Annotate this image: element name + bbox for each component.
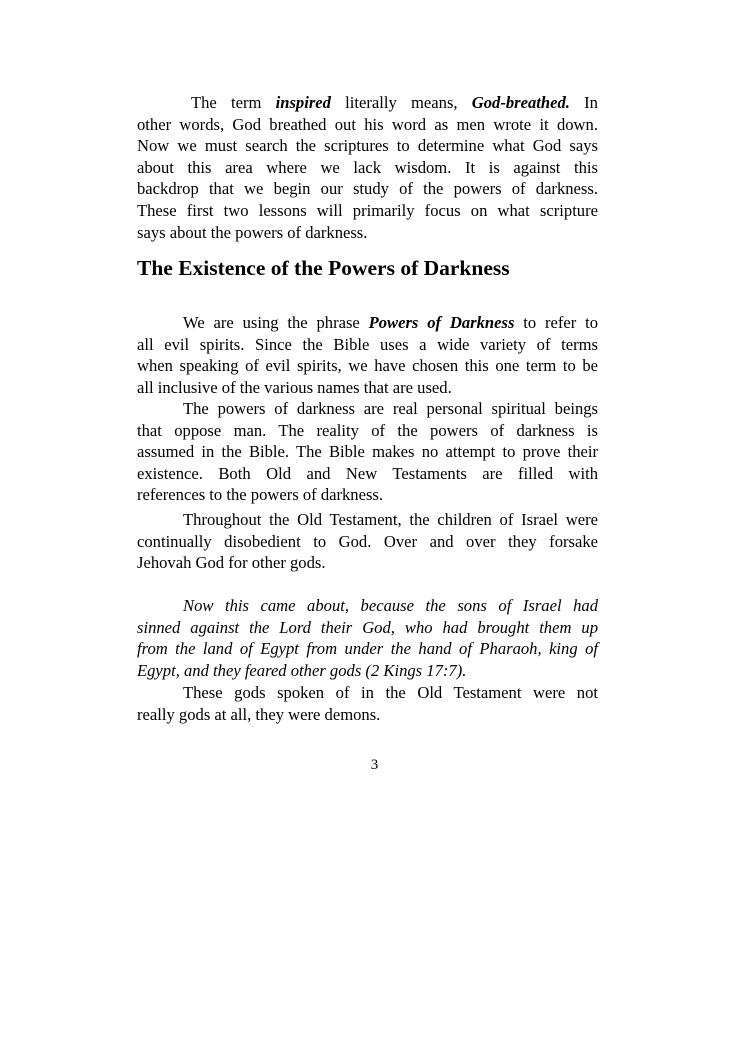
text-line xyxy=(137,157,598,179)
text-line xyxy=(137,617,598,639)
text-line xyxy=(137,114,598,136)
text-line xyxy=(137,222,598,244)
text-line xyxy=(137,704,598,726)
text-segment: These gods spoken of in the Old Testament were not xyxy=(183,683,598,702)
text-segment: literally means, xyxy=(330,93,472,112)
text-line xyxy=(137,420,598,442)
section-heading: The Existence of the Powers of Darkness xyxy=(137,256,510,280)
text-line xyxy=(137,484,598,506)
text-line xyxy=(137,178,598,200)
text-line xyxy=(137,398,598,420)
text-segment: continually disobedient to God. Over and over they forsake xyxy=(137,531,598,551)
text-line xyxy=(137,355,598,377)
text-segment: references to the powers of darkness. xyxy=(137,485,384,505)
emphasis-text: Powers of Darkness xyxy=(368,313,515,332)
text-line xyxy=(137,92,598,114)
scripture-quote xyxy=(137,595,598,681)
paragraph xyxy=(137,509,598,574)
text-segment: says about the powers of darkness. xyxy=(137,222,368,242)
text-line xyxy=(137,441,598,463)
text-line xyxy=(137,638,598,660)
text-segment: existence. Both Old and New Testaments are filled with xyxy=(137,463,598,483)
text-segment: assumed in the Bible. The Bible makes no attempt to prove their xyxy=(137,442,598,462)
text-line xyxy=(137,200,598,222)
emphasis-text: inspired xyxy=(275,93,331,112)
text-line xyxy=(137,682,598,704)
text-segment: The term xyxy=(191,93,276,112)
text-segment: Jehovah God for other gods. xyxy=(137,553,326,573)
paragraph xyxy=(137,312,598,398)
text-line xyxy=(137,531,598,553)
text-segment: Now we must search the scriptures to determine what God says xyxy=(137,136,598,156)
text-line xyxy=(137,463,598,485)
text-segment: In xyxy=(569,93,598,112)
text-segment: sinned against the Lord their God, who had brought them up xyxy=(137,617,598,637)
text-segment: These first two lessons will primarily focus on what scripture xyxy=(137,200,598,220)
text-line xyxy=(137,660,598,682)
paragraph xyxy=(137,92,598,243)
text-line xyxy=(137,552,598,574)
text-line xyxy=(137,509,598,531)
paragraph xyxy=(137,682,598,725)
text-line xyxy=(137,312,598,334)
text-segment: Now this came about, because the sons of Israel had xyxy=(183,596,598,615)
paragraph xyxy=(137,398,598,506)
text-segment: all evil spirits. Since the Bible uses a wide variety of terms xyxy=(137,334,598,354)
text-segment: really gods at all, they were demons. xyxy=(137,704,381,724)
text-segment: other words, God breathed out his word as men wrote it down. xyxy=(137,114,598,134)
text-segment: Egypt, and they feared other gods (2 Kings 17:7). xyxy=(137,660,467,680)
text-segment: about this area where we lack wisdom. It is against this xyxy=(137,157,598,177)
text-segment: to refer to xyxy=(514,313,598,332)
text-line xyxy=(137,334,598,356)
text-segment: from the land of Egypt from under the hand of Pharaoh, king of xyxy=(137,639,598,659)
text-segment: We are using the phrase xyxy=(183,313,369,332)
text-segment: when speaking of evil spirits, we have chosen this one term to be xyxy=(137,356,598,376)
text-segment: Throughout the Old Testament, the children of Israel were xyxy=(183,510,598,529)
text-segment: that oppose man. The reality of the powers of darkness is xyxy=(137,420,598,440)
page-number: 3 xyxy=(370,757,379,773)
text-line xyxy=(137,135,598,157)
emphasis-text: God-breathed. xyxy=(471,93,570,112)
text-line xyxy=(137,377,598,399)
text-segment: all inclusive of the various names that are used. xyxy=(137,377,452,397)
text-line xyxy=(137,595,598,617)
text-segment: backdrop that we begin our study of the powers of darkness. xyxy=(137,179,598,199)
text-segment: The powers of darkness are real personal spiritual beings xyxy=(183,399,598,418)
